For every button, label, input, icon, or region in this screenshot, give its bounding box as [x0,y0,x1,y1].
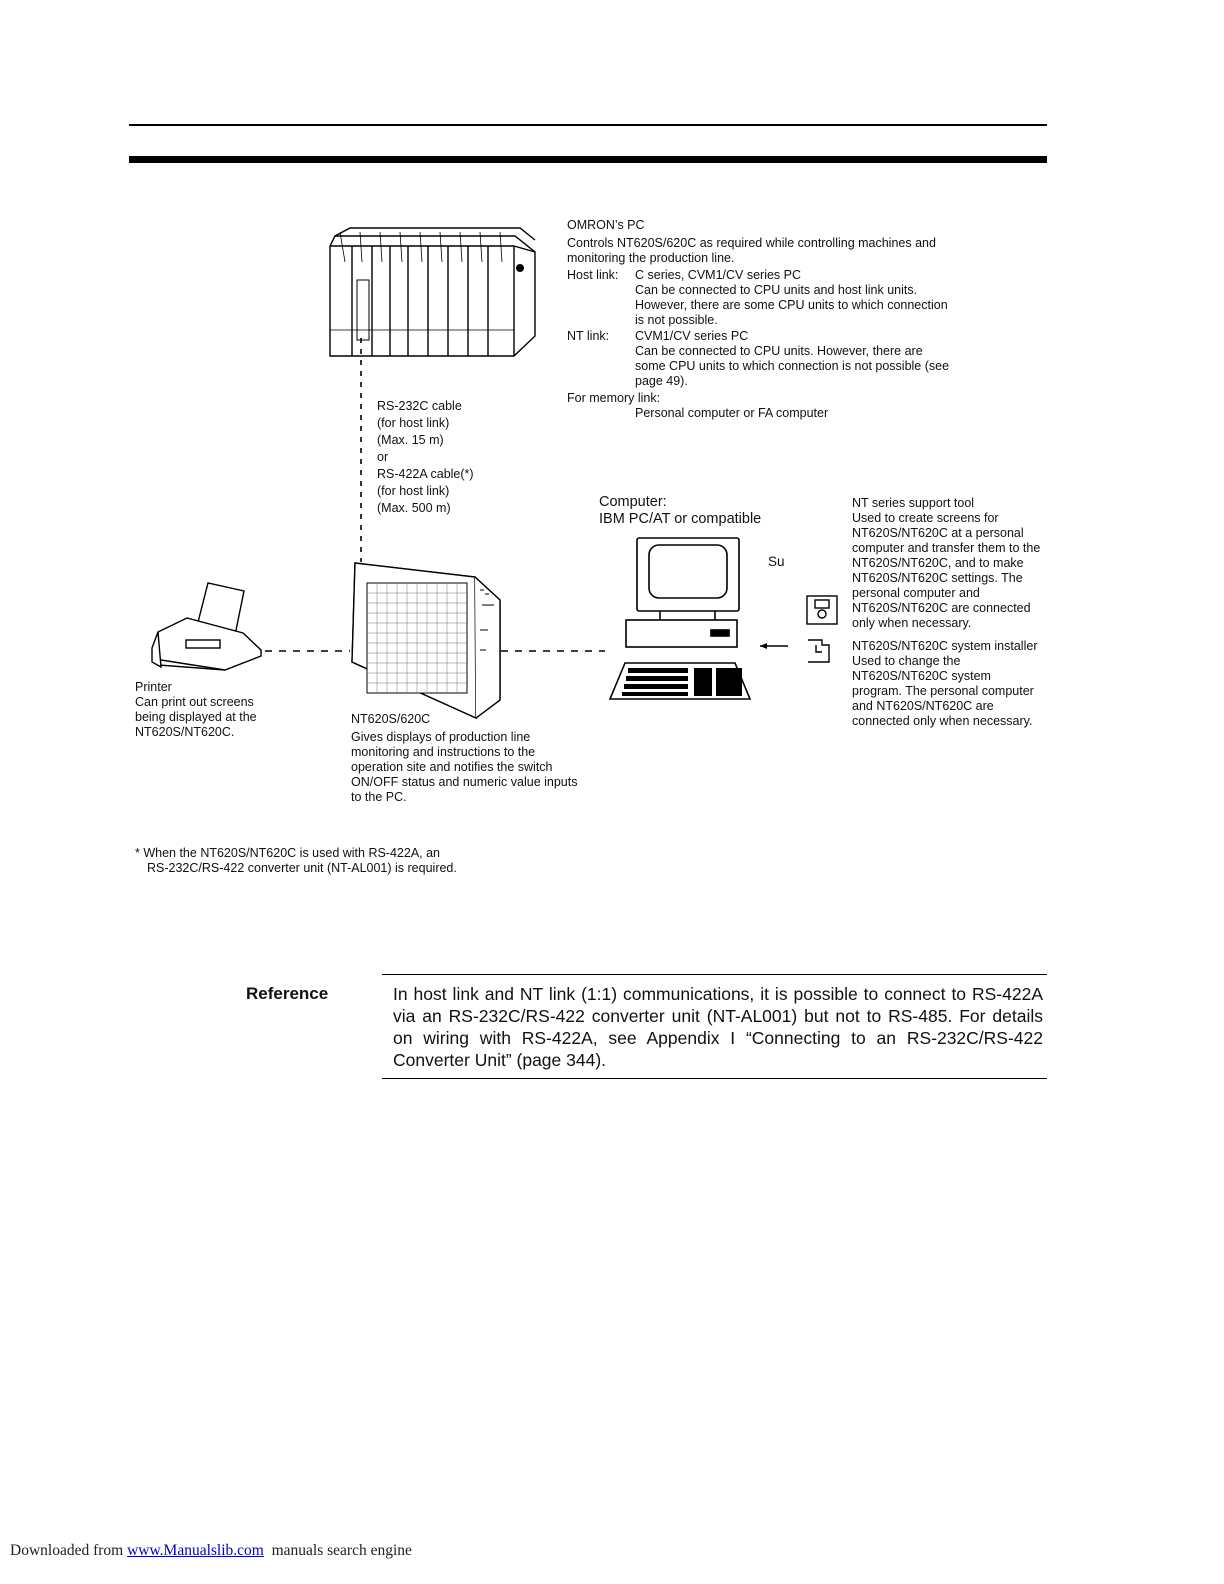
download-footer [10,1542,412,1560]
footer-prefix: Downloaded from [10,1542,128,1559]
installer-description [852,639,1037,729]
reference-rule-bottom [382,1078,1047,1079]
printer-illustration [152,583,261,670]
reference-text [393,983,1043,1071]
pc-desc-line: monitoring the production line. [567,251,735,265]
reference-line: via an RS-232C/RS-422 converter unit (NT-AL001) but not to RS-485. For details [393,1006,1043,1026]
computer-illustration [610,538,750,699]
reference-line: Converter Unit” (page 344). [393,1050,607,1070]
support-tool-line: only when necessary. [852,616,972,630]
terminal-description [351,712,577,805]
memory-link-label: For memory link: [567,391,661,405]
terminal-title: NT620S/620C [351,712,431,726]
reference-line: on wiring with RS-422A, see Appendix I “Connecting to an RS-232C/RS-422 [393,1028,1043,1048]
installer-line: connected only when necessary. [852,714,1033,728]
support-tool-line: NT620S/NT620C, and to make [852,556,1024,570]
nt-link-line: CVM1/CV series PC [635,329,749,343]
host-link-line: Can be connected to CPU units and host link units. [635,283,918,297]
nt-link-label: NT link: [567,329,610,343]
installer-line: NT620S/NT620C system [852,669,991,683]
computer-model: IBM PC/AT or compatible [599,511,762,527]
nt-link-line: page 49). [635,374,688,388]
terminal-line: monitoring and instructions to the [351,745,536,759]
terminal-line: Gives displays of production line [351,730,531,744]
host-link-line: C series, CVM1/CV series PC [635,268,802,282]
computer-title: Computer: [599,494,667,510]
footnote-line: * When the NT620S/NT620C is used with RS-422A, an [135,846,441,860]
cable-line: RS-232C cable [377,399,462,413]
support-tool-line: personal computer and [852,586,980,600]
computer-label [599,494,761,528]
footnote-line: RS-232C/RS-422 converter unit (NT-AL001) is required. [147,861,457,875]
reference-line: In host link and NT link (1:1) communications, it is possible to connect to RS-422A [393,984,1043,1004]
nt-link-line: some CPU units to which connection is not possible (see [635,359,950,373]
host-link-line: However, there are some CPU units to which connection [635,298,948,312]
printer-line: being displayed at the [135,710,257,724]
printer-line: Printer [135,680,172,694]
footnote [135,846,457,876]
cable-description [377,398,474,517]
nt-link-line: Can be connected to CPU units. However, there are [635,344,923,358]
cable-line: (Max. 500 m) [377,501,451,515]
host-link-label: Host link: [567,268,619,282]
reference-rule-top [382,974,1047,975]
cable-line: or [377,450,389,464]
support-tool-line: Used to create screens for [852,511,999,525]
pc-desc-line: Controls NT620S/620C as required while controlling machines and [567,236,936,250]
terminal-illustration [352,563,500,718]
cable-line: (for host link) [377,416,450,430]
arrowhead-icon [760,643,767,649]
terminal-line: ON/OFF status and numeric value inputs [351,775,578,789]
printer-description [135,680,257,740]
installer-line: Used to change the [852,654,961,668]
memory-link-line: Personal computer or FA computer [635,406,829,420]
terminal-line: operation site and notifies the switch [351,760,553,774]
pc-title: OMRON’s PC [567,218,645,232]
su-label: Su [768,554,785,569]
installer-line: NT620S/NT620C system installer [852,639,1038,653]
pc-description [567,218,949,421]
plc-illustration [330,228,535,356]
reference-label: Reference [246,984,329,1003]
installer-icon [808,640,829,662]
terminal-line: to the PC. [351,790,407,804]
cable-line: (Max. 15 m) [377,433,444,447]
floppy-disk-icon [807,596,837,624]
printer-line: NT620S/NT620C. [135,725,235,739]
installer-line: program. The personal computer [852,684,1034,698]
manualslib-link[interactable]: www.Manualslib.com [127,1542,264,1559]
footer-suffix: manuals search engine [263,1542,412,1559]
support-tool-description [852,496,1040,631]
printer-line: Can print out screens [135,695,254,709]
cable-line: (for host link) [377,484,450,498]
support-tool-line: NT series support tool [852,496,975,510]
host-link-line: is not possible. [635,313,718,327]
support-tool-line: NT620S/NT620C settings. The [852,571,1023,585]
cable-line: RS-422A cable(*) [377,467,474,481]
support-tool-line: computer and transfer them to the [852,541,1041,555]
installer-line: and NT620S/NT620C are [852,699,994,713]
support-tool-line: NT620S/NT620C are connected [852,601,1031,615]
support-tool-line: NT620S/NT620C at a personal [852,526,1024,540]
